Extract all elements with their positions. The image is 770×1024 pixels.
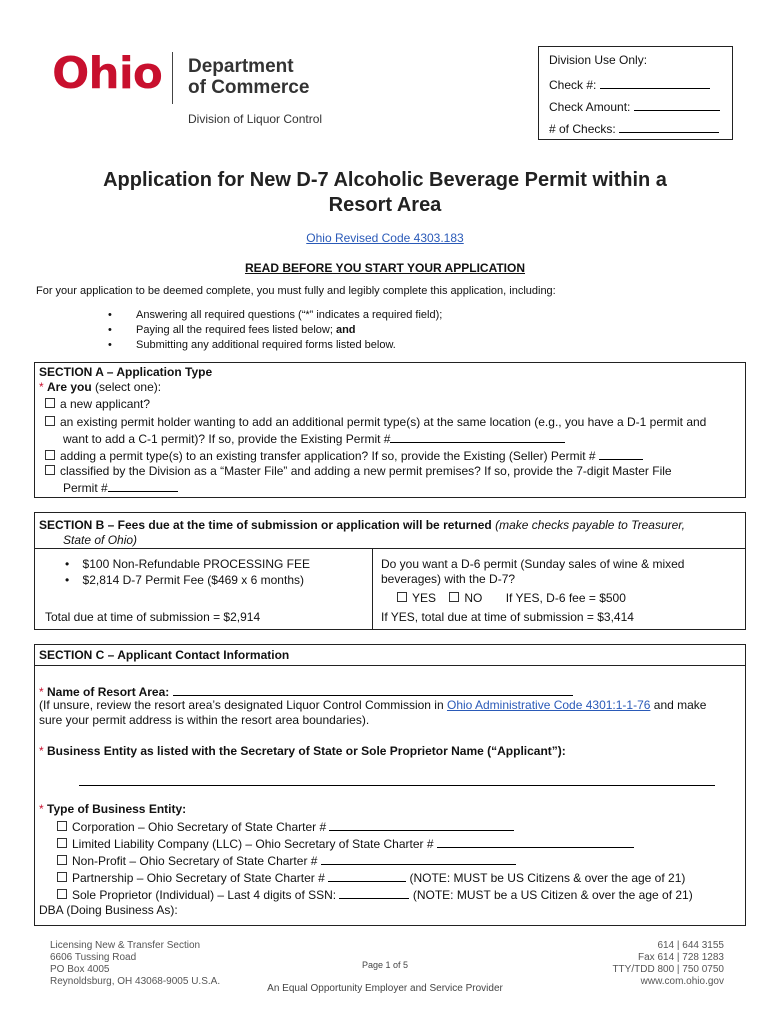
section-a [34, 362, 746, 498]
dept-line-2: of Commerce [188, 77, 310, 98]
ssn-field[interactable] [339, 886, 409, 899]
section-b-rule [34, 548, 746, 549]
check-number-field[interactable] [600, 77, 710, 89]
business-entity-label: Business Entity as listed with the Secretary of State or Sole Proprietor Name (“Applicant”): [47, 744, 566, 758]
d6-total: If YES, total due at time of submission = $3,414 [381, 610, 634, 624]
checkbox-partnership[interactable] [57, 872, 67, 882]
code-link-wrap [0, 231, 770, 245]
section-c-header [34, 644, 746, 666]
division-name: Division of Liquor Control [188, 112, 323, 126]
section-c-heading: SECTION C – Applicant Contact Information [39, 648, 290, 662]
total-due: Total due at time of submission = $2,914 [45, 610, 261, 624]
fee-permit: • $2,814 D-7 Permit Fee ($469 x 6 months) [65, 573, 304, 587]
website-link[interactable]: www.com.ohio.gov [640, 976, 724, 987]
division-use-box [538, 46, 733, 140]
type-llc: Limited Liability Company (LLC) – Ohio Secretary of State Charter # [57, 835, 634, 852]
type-corporation: Corporation – Ohio Secretary of State Charter # [57, 818, 514, 835]
option-existing-permit: an existing permit holder wanting to add an additional permit type(s) at the same location (e.g., you have a D-1 permit and [45, 415, 706, 430]
page-number: Page 1 of 5 [361, 960, 409, 970]
corporation-charter-field[interactable] [329, 818, 514, 831]
section-b [34, 512, 746, 630]
checkbox-master-file[interactable] [45, 465, 55, 475]
read-before-heading: READ BEFORE YOU START YOUR APPLICATION [244, 261, 526, 275]
resort-area-row: * Name of Resort Area: [39, 683, 573, 700]
partnership-charter-field[interactable] [328, 869, 406, 882]
existing-permit-row: want to add a C-1 permit)? If so, provide the Existing Permit # [63, 430, 565, 447]
checkbox-d6-yes[interactable] [397, 592, 407, 602]
type-partnership: Partnership – Ohio Secretary of State Charter # (NOTE: MUST be US Citizens & over the age of 21) [57, 869, 685, 886]
checkbox-d6-no[interactable] [449, 592, 459, 602]
check-number-label: Check #: [549, 78, 597, 92]
resort-note-row: (If unsure, review the resort area’s designated Liquor Control Commission in Ohio Administrative Code 4301:1-1-76 and make [39, 698, 707, 712]
footer-eoe: An Equal Opportunity Employer and Service Provider [267, 983, 503, 994]
and-word: and [335, 324, 356, 336]
are-you-row [39, 380, 161, 395]
checkbox-nonprofit[interactable] [57, 855, 67, 865]
section-b-heading: SECTION B – Fees due at the time of submission or application will be returned (make checks payable to Treasurer, [39, 518, 685, 532]
checkbox-sole-proprietor[interactable] [57, 889, 67, 899]
llc-charter-field[interactable] [437, 835, 634, 848]
ohio-logo: Ohio [52, 48, 163, 99]
entity-type-row: * Type of Business Entity: [39, 802, 187, 816]
existing-permit-field[interactable] [390, 430, 565, 443]
master-file-row: Permit # [63, 479, 178, 496]
d6-fee: If YES, D-6 fee = $500 [505, 591, 626, 605]
check-amount-field[interactable] [634, 99, 720, 111]
requirements-list [108, 308, 442, 353]
seller-permit-field[interactable] [599, 447, 643, 460]
checks-count-label: # of Checks: [549, 122, 616, 136]
check-number-row [549, 77, 710, 92]
nonprofit-charter-field[interactable] [321, 852, 516, 865]
d6-question-1: Do you want a D-6 permit (Sunday sales of wine & mixed [381, 557, 685, 571]
check-amount-row [549, 99, 720, 114]
list-item: • Paying all the required fees listed below; and [108, 323, 442, 338]
d6-options-row: YES NO If YES, D-6 fee = $500 [397, 591, 626, 606]
page-title [0, 168, 770, 218]
d6-question-2: beverages) with the D-7? [381, 572, 516, 586]
option-transfer: adding a permit type(s) to an existing transfer application? If so, provide the Existing (Seller) Permit # [45, 447, 643, 464]
type-sole-proprietor: Sole Proprietor (Individual) – Last 4 digits of SSN: (NOTE: MUST be a US Citizen & over the age of 21) [57, 886, 693, 903]
division-use-title: Division Use Only: [549, 53, 648, 67]
footer-contact: 614 | 644 3155 Fax 614 | 728 1283 TTY/TDD 800 | 750 0750 www.com.ohio.gov [612, 940, 724, 987]
checkbox-llc[interactable] [57, 838, 67, 848]
dba-label: DBA (Doing Business As): [39, 903, 178, 917]
checkbox-new-applicant[interactable] [45, 398, 55, 408]
checks-count-field[interactable] [619, 121, 719, 133]
select-one-label: (select one): [95, 380, 162, 394]
checkbox-existing-permit[interactable] [45, 416, 55, 426]
option-new-applicant: a new applicant? [45, 397, 150, 412]
business-entity-row: * Business Entity as listed with the Secretary of State or Sole Proprietor Name (“Applicant”): [39, 744, 566, 758]
logo-divider [172, 52, 173, 104]
title-line-1: Application for New D-7 Alcoholic Beverage Permit within a [103, 169, 667, 191]
check-amount-label: Check Amount: [549, 100, 631, 114]
list-item: • Submitting any additional required forms listed below. [108, 338, 442, 353]
title-line-2: Resort Area [328, 194, 442, 216]
business-entity-field[interactable] [79, 785, 715, 786]
revised-code-link[interactable]: Ohio Revised Code 4303.183 [306, 231, 464, 245]
fee-processing: • $100 Non-Refundable PROCESSING FEE [65, 557, 310, 571]
resort-note-cont: sure your permit address is within the resort area boundaries). [39, 713, 370, 727]
section-b-heading-cont: State of Ohio) [63, 533, 138, 547]
intro-text: For your application to be deemed complete, you must fully and legibly complete this application, including: [36, 285, 556, 297]
list-item: • Answering all required questions (“*” indicates a required field); [108, 308, 442, 323]
section-b-divider [372, 548, 373, 630]
department-name [188, 56, 309, 98]
type-nonprofit: Non-Profit – Ohio Secretary of State Charter # [57, 852, 516, 869]
section-c [34, 666, 746, 926]
footer-address: Licensing New & Transfer Section 6606 Tussing Road PO Box 4005 Reynoldsburg, OH 43068-9005 U.S.A. [50, 940, 221, 987]
section-a-heading: SECTION A – Application Type [39, 365, 213, 379]
master-file-field[interactable] [108, 479, 178, 492]
entity-type-label: Type of Business Entity: [47, 802, 187, 816]
admin-code-link[interactable]: Ohio Administrative Code 4301:1-1-76 [446, 698, 651, 712]
dept-line-1: Department [188, 56, 294, 77]
resort-area-field[interactable] [173, 683, 573, 696]
required-marker: * [39, 380, 44, 394]
option-master-file: classified by the Division as a “Master File” and adding a new permit premises? If so, provide the 7-digit Master File [45, 464, 672, 479]
checkbox-corporation[interactable] [57, 821, 67, 831]
checks-count-row [549, 121, 719, 136]
checkbox-transfer[interactable] [45, 450, 55, 460]
are-you-label: Are you [47, 380, 92, 394]
resort-area-label: Name of Resort Area: [47, 685, 170, 699]
